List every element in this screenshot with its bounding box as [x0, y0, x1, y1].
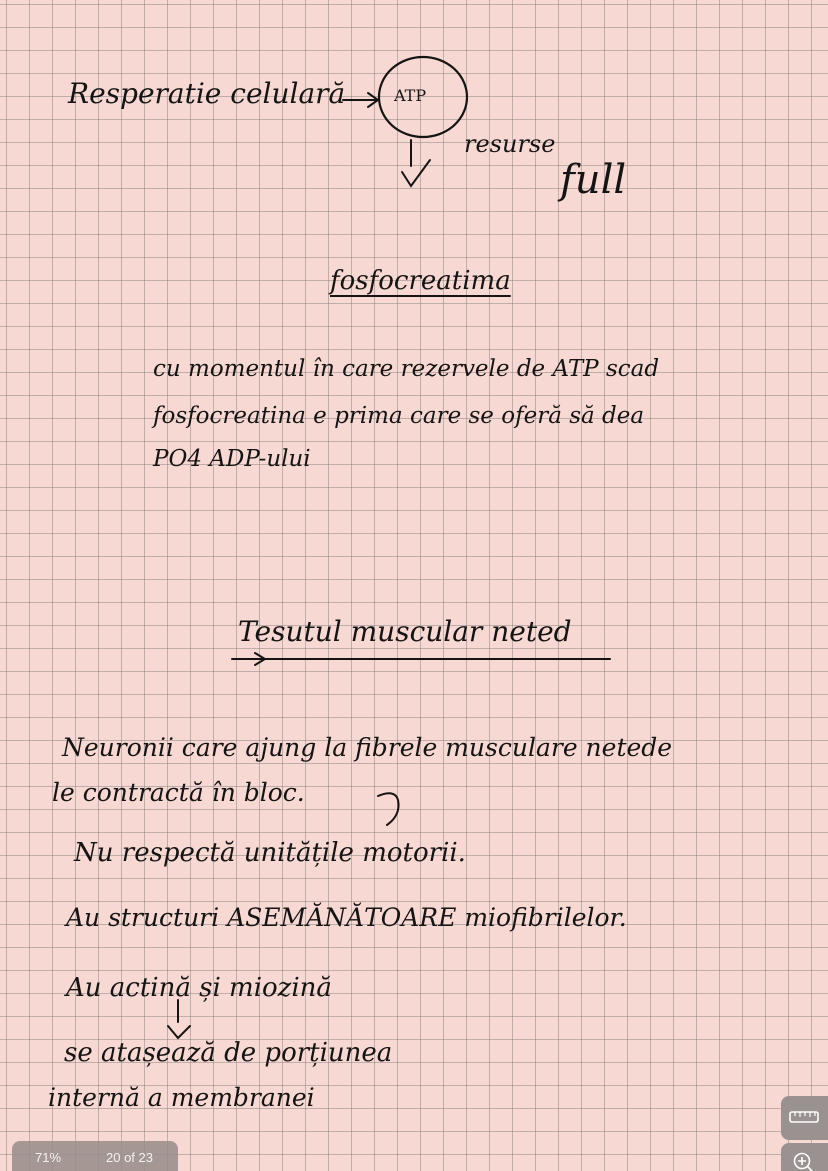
- muscle-line-6: se atașează de porțiunea: [64, 1038, 393, 1068]
- fosfo-title: fosfocreatima: [330, 266, 511, 296]
- ruler-icon: [781, 1096, 828, 1140]
- resurse-text: resurse: [464, 130, 556, 158]
- muscle-line-4: Au structuri ASEMĂNĂTOARE miofibrilelor.: [66, 903, 627, 932]
- page-indicator[interactable]: 20 of 23: [106, 1150, 153, 1165]
- muscle-line-3: Nu respectă unitățile motorii.: [74, 838, 466, 868]
- atp-circle-label: ATP: [394, 86, 427, 105]
- muscle-line-5: Au actină și miozină: [66, 973, 332, 1003]
- muscle-line-1: Neuronii care ajung la fibrele musculare netede: [62, 733, 673, 762]
- muscle-line-2: le contractă în bloc.: [52, 778, 305, 807]
- fosfo-body-line-3: PO4 ADP-ului: [153, 446, 311, 472]
- zoom-in-icon: [781, 1143, 828, 1171]
- page-status-bar: [12, 1141, 178, 1171]
- muscle-line-7: internă a membranei: [48, 1083, 315, 1112]
- ruler-button[interactable]: [781, 1096, 828, 1140]
- full-text: full: [560, 157, 627, 203]
- respiration-text: Resperatie celulară: [68, 77, 346, 110]
- zoom-level: 71%: [35, 1150, 62, 1165]
- muscle-title: Tesutul muscular neted: [238, 615, 572, 648]
- zoom-in-button[interactable]: [781, 1143, 828, 1171]
- fosfo-body-line-1: cu momentul în care rezervele de ATP scad: [153, 356, 660, 382]
- fosfo-body-line-2: fosfocreatina e prima care se oferă să dea: [153, 403, 645, 429]
